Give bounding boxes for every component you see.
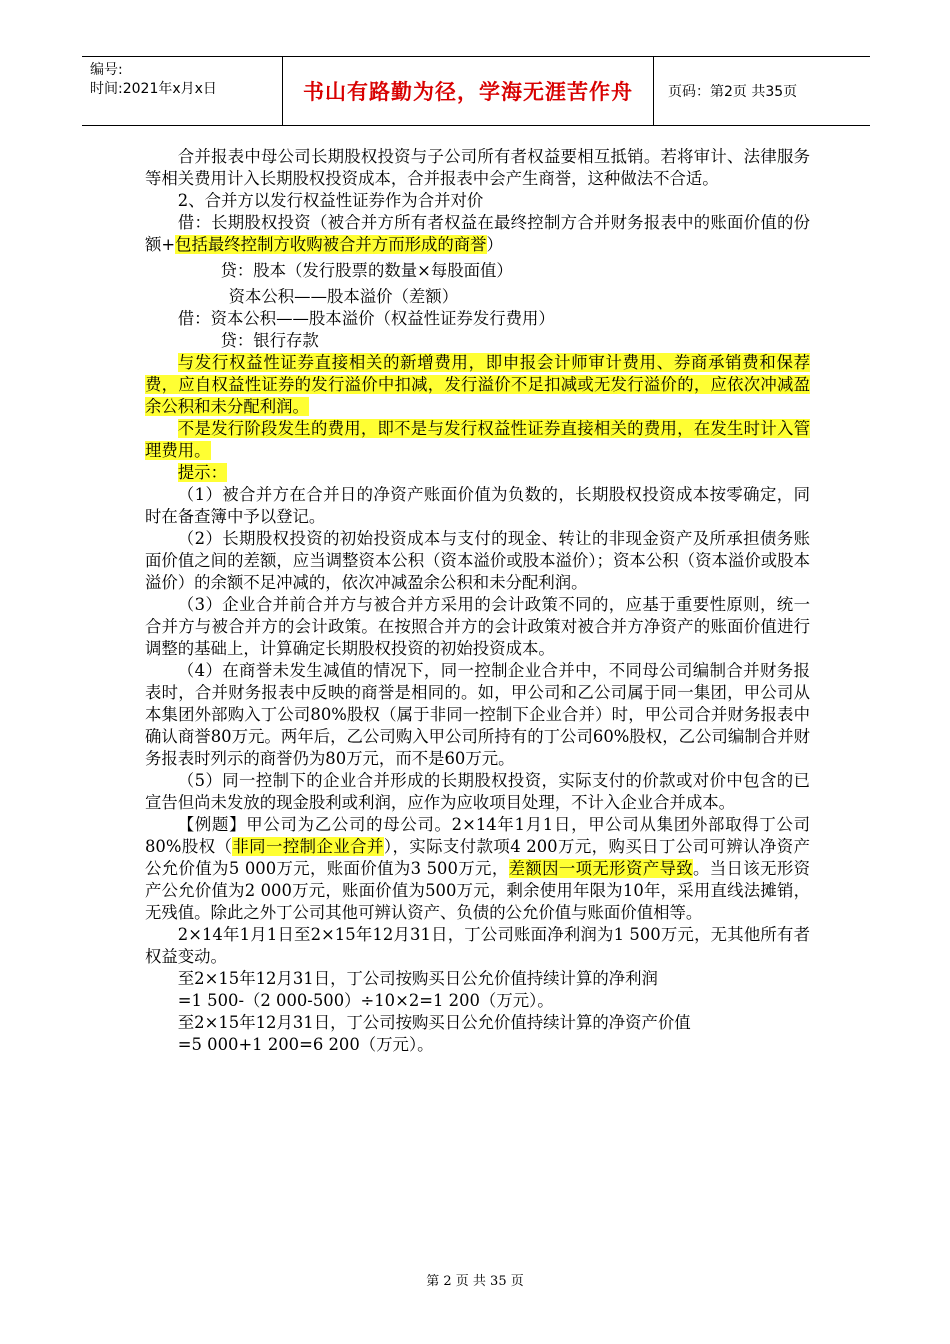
journal-entry-debit: 借：资本公积——股本溢价（权益性证券发行费用） (177, 309, 555, 328)
document-time-label: 时间:2021年x月x日 (90, 81, 217, 97)
journal-entry-credit: 资本公积——股本溢价（差额） (228, 287, 459, 306)
page-header (82, 56, 870, 126)
section-heading: 2、合并方以发行权益性证券作为合并对价 (177, 191, 484, 210)
header-motto: 书山有路勤为径，学海无涯苦作舟 (282, 57, 654, 125)
example-paragraph (145, 814, 810, 924)
paragraph: 合并报表中母公司长期股权投资与子公司所有者权益要相互抵销。若将审计、法律服务等相关费用计入长期股权投资成本，合并报表中会产生商誉，这种做法不合适。 (145, 147, 810, 188)
text-run: ），实际支付款项4 200万元，购买日丁公司可辨认净资产公允价值为5 000万元，账面价值为3 500万元， (145, 837, 810, 878)
journal-entry-credit: 贷：股本（发行股票的数量×每股面值） (220, 261, 513, 280)
paragraph: （5）同一控制下的企业合并形成的长期股权投资，实际支付的价款或对价中包含的已宣告但尚未发放的现金股利或利润，应作为应收项目处理，不计入企业合并成本。 (145, 771, 810, 812)
highlighted-text: 包括最终控制方收购被合并方而形成的商誉 (175, 235, 487, 254)
document-number-label: 编号: (90, 62, 123, 78)
tip-heading (145, 462, 810, 484)
paragraph: 至2×15年12月31日，丁公司按购买日公允价值持续计算的净利润 (177, 969, 658, 988)
paragraph: 2×14年1月1日至2×15年12月31日，丁公司账面净利润为1 500万元，无其他所有者权益变动。 (145, 925, 810, 966)
text-run: ） (486, 235, 503, 254)
text-run: 【例题】甲公司为乙公司的母公司。2×14年1月1日，甲公司从集团外部取得丁公司80%股权（ (145, 815, 810, 856)
paragraph: （1）被合并方在合并日的净资产账面价值为负数的，长期股权投资成本按零确定，同时在备查簿中予以登记。 (145, 485, 810, 526)
paragraph: 至2×15年12月31日，丁公司按购买日公允价值持续计算的净资产价值 (177, 1013, 691, 1032)
highlighted-text: 与发行权益性证券直接相关的新增费用，即申报会计师审计费用、券商承销费和保荐费，应自权益性证券的发行溢价中扣减，发行溢价不足扣减或无发行溢价的，应依次冲减盈余公积和未分配利润。 (145, 353, 810, 416)
journal-entry-debit (145, 212, 810, 256)
document-body (145, 146, 810, 1056)
page-footer: 第 2 页 共 35 页 (426, 1274, 524, 1289)
header-page-info: 页码：第2页 共35页 (668, 84, 798, 100)
text-run: 借：长期股权投资（被合并方所有者权益在最终控制方合并财务报表中的账面价值的份额+ (145, 213, 810, 254)
equation-line: =5 000+1 200=6 200（万元）。 (177, 1035, 434, 1054)
highlighted-text: 不是发行阶段发生的费用，即不是与发行权益性证券直接相关的费用，在发生时计入管理费用。 (145, 419, 810, 460)
highlighted-paragraph (145, 418, 810, 462)
highlighted-text: 差额因一项无形资产导致 (508, 859, 694, 878)
header-meta (82, 57, 282, 125)
highlighted-paragraph (145, 352, 810, 418)
equation-line: =1 500-（2 000-500）÷10×2=1 200（万元）。 (177, 991, 554, 1010)
highlighted-text: 提示： (177, 463, 227, 482)
journal-entry-credit: 贷：银行存款 (220, 331, 319, 350)
paragraph: （3）企业合并前合并方与被合并方采用的会计政策不同的，应基于重要性原则，统一合并方与被合并方的会计政策。在按照合并方的会计政策对被合并方净资产的账面价值进行调整的基础上，计算确定长期股权投资的初始投资成本。 (145, 595, 810, 658)
paragraph: （2）长期股权投资的初始投资成本与支付的现金、转让的非现金资产及所承担债务账面价值之间的差额，应当调整资本公积（资本溢价或股本溢价）；资本公积（资本溢价或股本溢价）的余额不足冲减的，依次冲减盈余公积和未分配利润。 (145, 529, 810, 592)
paragraph: （4）在商誉未发生减值的情况下，同一控制企业合并中，不同母公司编制合并财务报表时，合并财务报表中反映的商誉是相同的。如，甲公司和乙公司属于同一集团，甲公司从本集团外部购入丁公司80%股权（属于非同一控制下企业合并）时，甲公司合并财务报表中确认商誉80万元。两年后，乙公司购入甲公司所持有的丁公司60%股权，乙公司编制合并财务报表时列示的商誉仍为80万元，而不是60万元。 (145, 661, 810, 768)
highlighted-text: 非同一控制企业合并 (232, 837, 384, 856)
text-run: 。当日该无形资产公允价值为2 000万元，账面价值为500万元，剩余使用年限为10年，采用直线法摊销，无残值。除此之外丁公司其他可辨认资产、负债的公允价值与账面价值相等。 (145, 859, 810, 922)
